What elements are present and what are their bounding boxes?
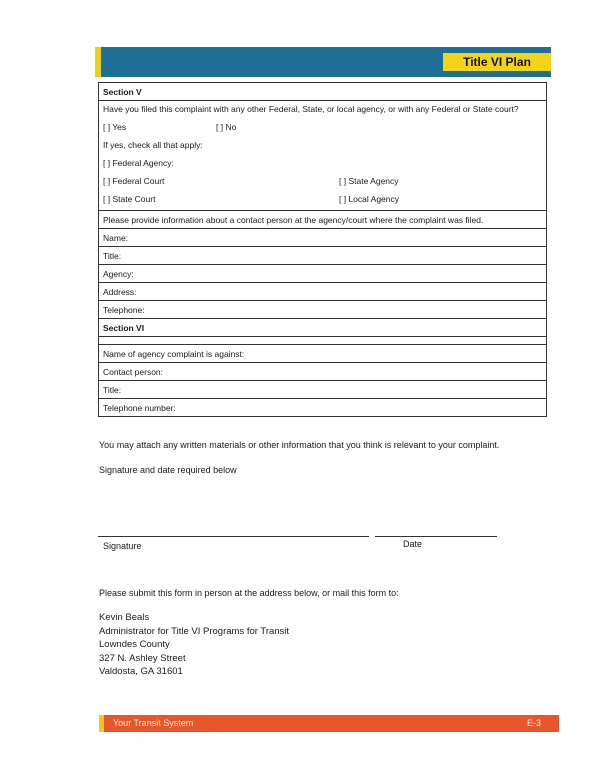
federal-agency-checkbox[interactable]: [ ] Federal Agency:: [103, 158, 174, 168]
section-v-heading: Section V: [99, 83, 547, 101]
check-all-label: If yes, check all that apply:: [103, 140, 203, 150]
section-vi-title-field[interactable]: Title:: [99, 381, 547, 399]
page-title: Title VI Plan: [443, 53, 551, 71]
state-court-checkbox[interactable]: [ ] State Court: [103, 194, 156, 204]
contact-title-field[interactable]: Title:: [99, 247, 547, 265]
contact-telephone-field[interactable]: Telephone:: [99, 301, 547, 319]
yes-checkbox[interactable]: [ ] Yes: [103, 122, 127, 132]
submit-instructions: Please submit this form in person at the address below, or mail this form to:: [99, 588, 399, 598]
state-court-row: [99, 191, 546, 210]
address-name: Kevin Beals: [99, 612, 150, 623]
contact-agency-field[interactable]: Agency:: [99, 265, 547, 283]
footer-accent-stripe: [99, 715, 104, 732]
header-accent-stripe: [95, 47, 101, 77]
contact-name-field[interactable]: Name:: [99, 229, 547, 247]
filed-elsewhere-question: Have you filed this complaint with any other Federal, State, or local agency, or with any Federal or State court?: [103, 104, 519, 114]
contact-address-field[interactable]: Address:: [99, 283, 547, 301]
agency-against-field[interactable]: Name of agency complaint is against:: [99, 345, 547, 363]
contact-person-field[interactable]: Contact person:: [99, 363, 547, 381]
contact-prompt: Please provide information about a contact person at the agency/court where the complaint was filed.: [99, 211, 547, 229]
address-street: 327 N. Ashley Street: [99, 652, 186, 664]
signature-label: Signature: [103, 541, 142, 551]
date-label: Date: [403, 539, 423, 549]
page-number: E-3: [526, 718, 541, 728]
local-agency-checkbox[interactable]: [ ] Local Agency: [339, 194, 400, 204]
federal-court-row: [99, 173, 546, 191]
no-checkbox[interactable]: [ ] No: [216, 122, 237, 132]
section-vi-heading: Section VI: [99, 319, 547, 337]
signature-line[interactable]: [98, 536, 369, 537]
footer-bar: [99, 715, 559, 732]
state-agency-checkbox[interactable]: [ ] State Agency: [339, 176, 399, 186]
address-county: Lowndes County: [99, 639, 170, 650]
date-line[interactable]: [375, 536, 497, 537]
telephone-number-field[interactable]: Telephone number:: [99, 399, 547, 417]
complaint-form-table: [98, 82, 547, 417]
attach-materials-text: You may attach any written materials or other information that you think is relevant to your complaint.: [99, 440, 500, 450]
mailing-address: [99, 611, 289, 679]
header-bar: [95, 47, 551, 77]
federal-court-checkbox[interactable]: [ ] Federal Court: [103, 176, 165, 186]
address-role: Administrator for Title VI Programs for Transit: [99, 625, 290, 637]
check-all-row: [99, 137, 546, 155]
yes-no-row: [99, 119, 546, 137]
signature-required-text: Signature and date required below: [99, 465, 237, 475]
address-city: Valdosta, GA 31601: [99, 666, 183, 677]
section-v-question-block: [99, 101, 547, 211]
section-vi-spacer: [99, 337, 547, 345]
footer-system-name: Your Transit System: [113, 718, 194, 728]
federal-agency-row: [99, 155, 546, 173]
